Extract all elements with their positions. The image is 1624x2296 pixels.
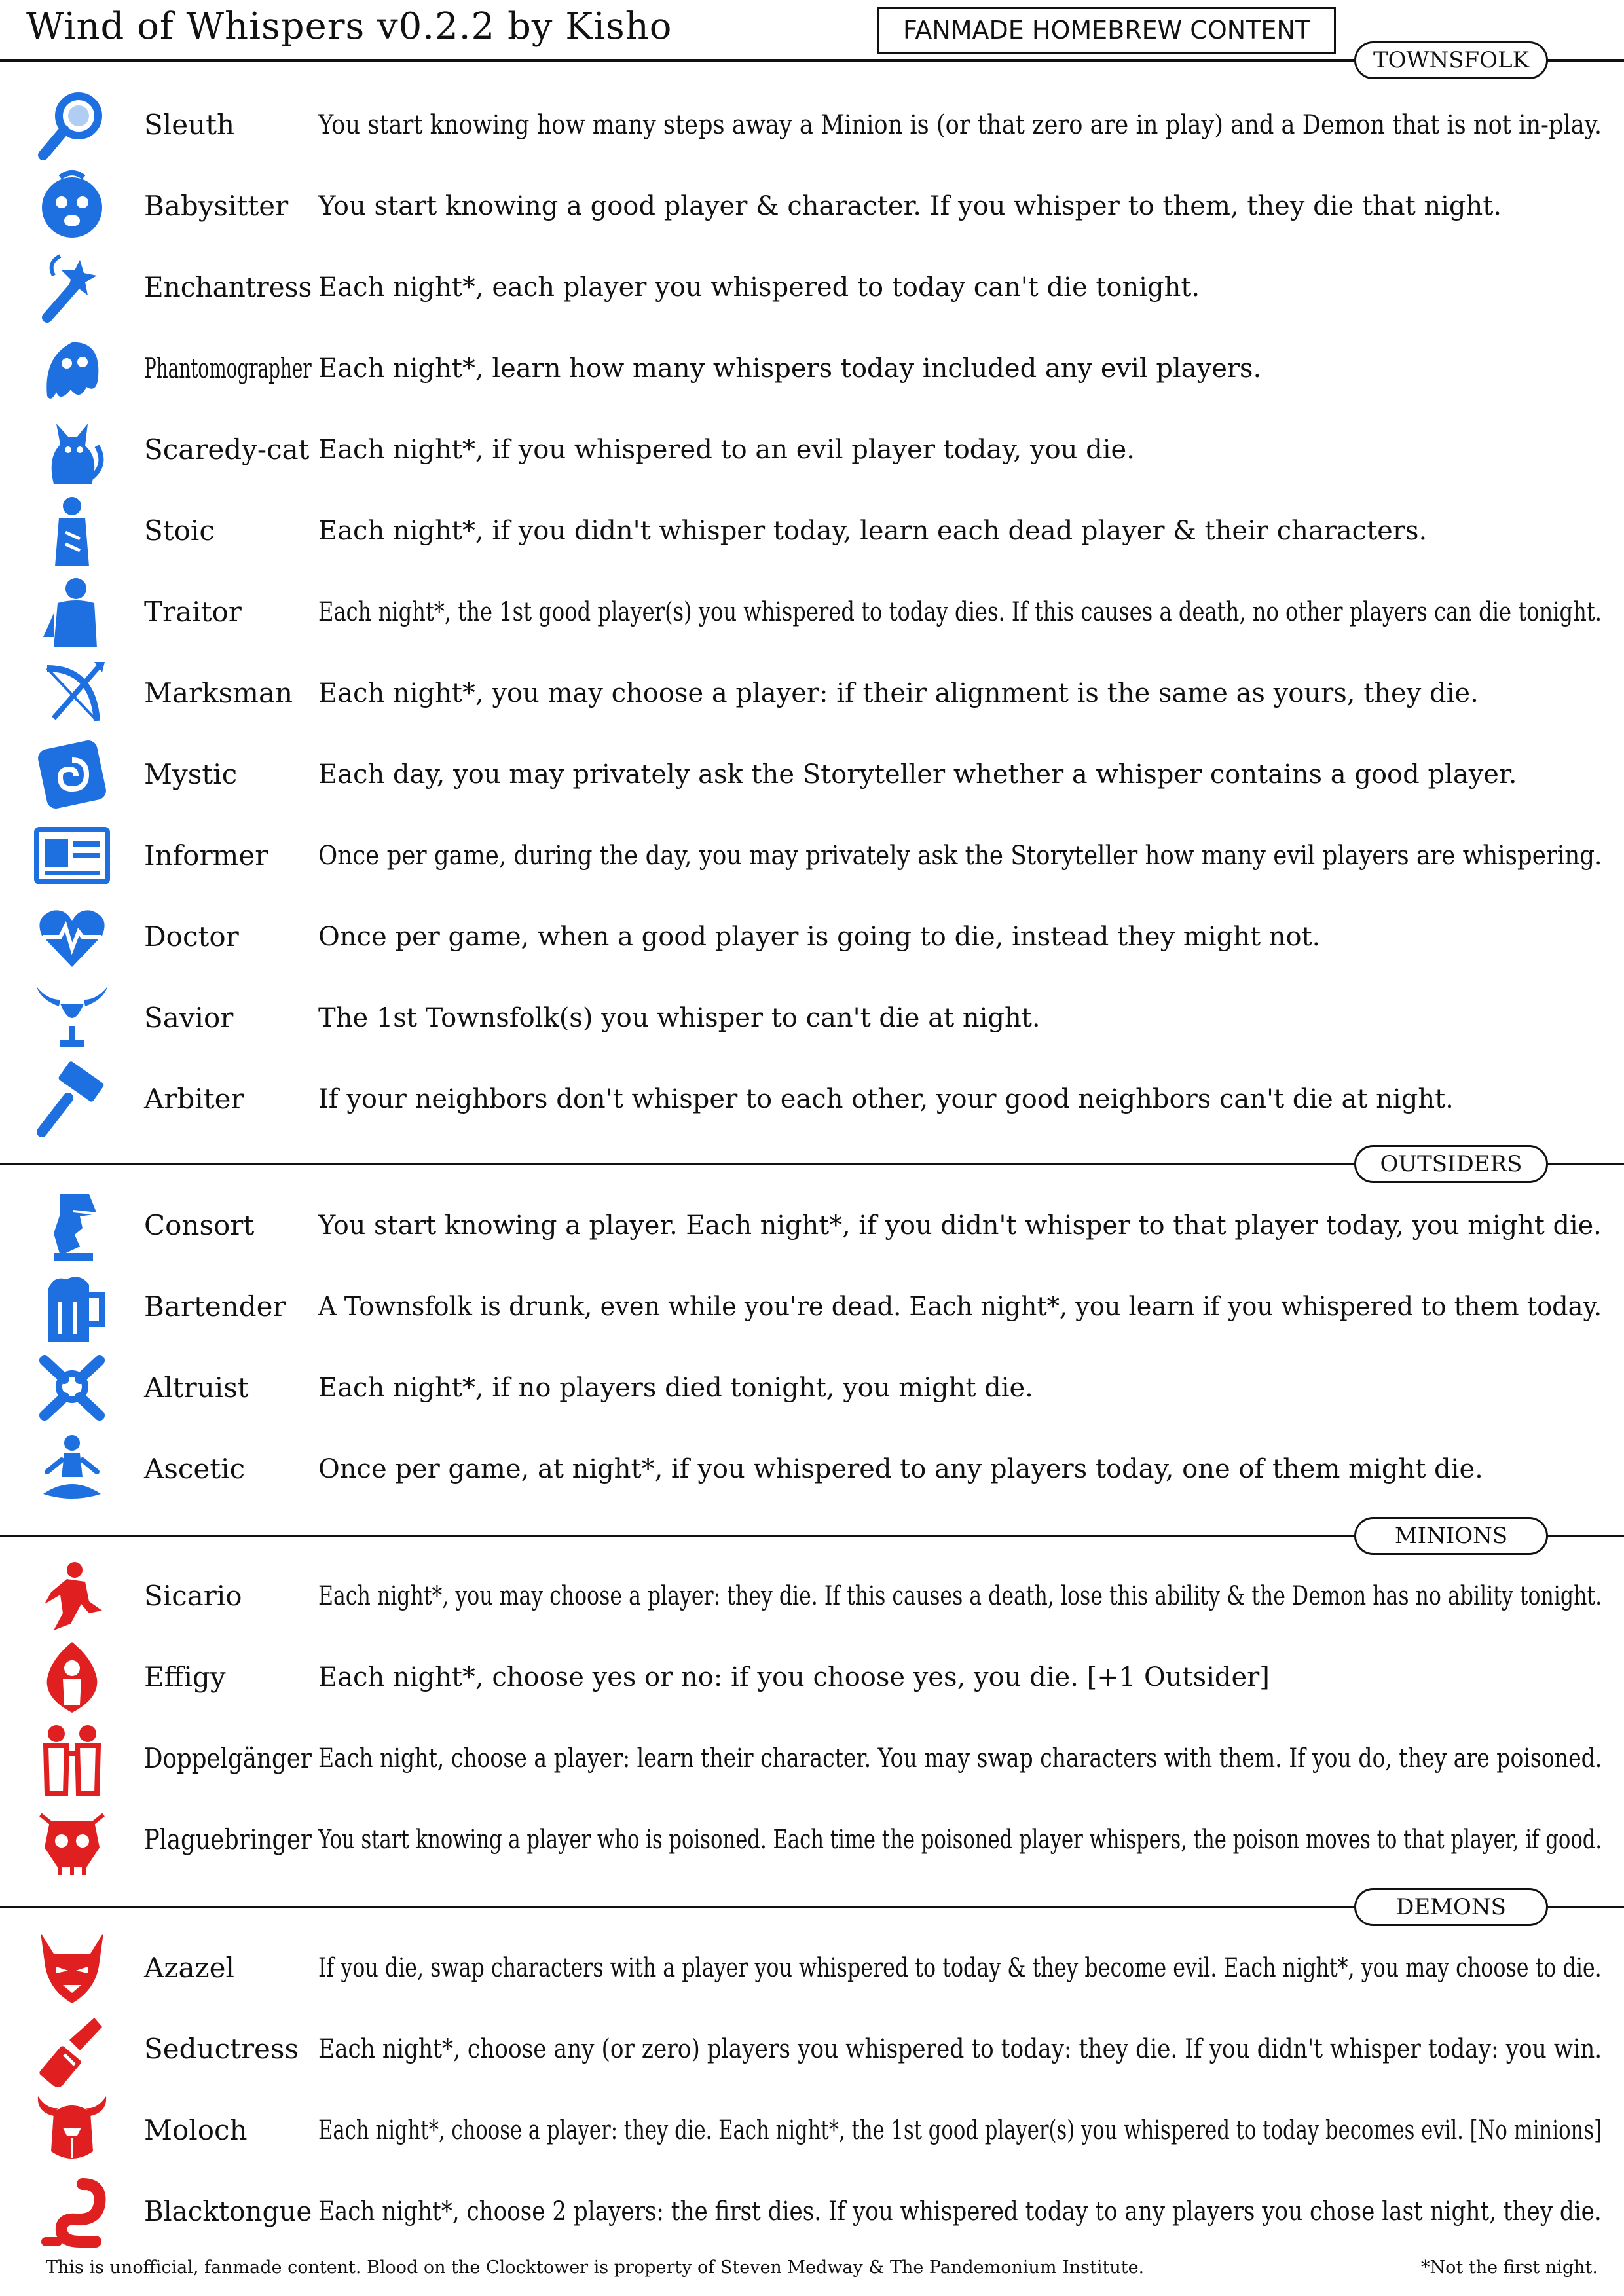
spiral-rune-icon (34, 737, 110, 812)
serpent-icon (34, 2174, 110, 2250)
role-name: Phantomographer (144, 352, 312, 384)
role-ability: Each night*, choose a player: they die. Each night*, the 1st good player(s) you whispered to today becomes evil. [No minions] (318, 2115, 1602, 2145)
role-ability: Each night*, if you didn't whisper today, learn each dead player & their characters. (318, 516, 1428, 546)
burning-figure-icon (34, 1639, 110, 1715)
role-name: Doppelgänger (144, 1742, 312, 1774)
role-ability: Each day, you may privately ask the Storyteller whether a whisper contains a good player. (318, 759, 1517, 790)
magic-wand-icon (34, 249, 110, 325)
role-name: Informer (144, 839, 268, 871)
role-name: Stoic (144, 515, 215, 547)
role-ability: Once per game, when a good player is going to die, instead they might not. (318, 922, 1321, 952)
role-row-marksman (0, 653, 1624, 734)
role-row-sleuth (0, 84, 1624, 166)
role-ability: You start knowing a player who is poisoned. Each time the poisoned player whispers, the poison moves to that player, if good. (318, 1825, 1602, 1855)
role-ability: Each night*, if you whispered to an evil player today, you die. (318, 435, 1135, 465)
role-row-informer (0, 815, 1624, 896)
role-ability: If you die, swap characters with a player you whispered to today & they become evil. Each night*, you may choose to die. (318, 1953, 1602, 1983)
role-ability: Each night*, choose any (or zero) players you whispered to today: they die. If you didn't whisper today: you win. (318, 2034, 1602, 2064)
role-name: Savior (144, 1002, 234, 1034)
meditating-figure-icon (34, 1431, 110, 1507)
assassin-icon (34, 1558, 110, 1634)
role-name: Traitor (144, 596, 242, 628)
role-ability: A Townsfolk is drunk, even while you're dead. Each night*, you learn if you whispered to them today. (318, 1292, 1602, 1322)
role-ability: Each night*, learn how many whispers today included any evil players. (318, 354, 1262, 384)
role-name: Plaguebringer (144, 1823, 312, 1855)
page-title: Wind of Whispers v0.2.2 by Kisho (26, 5, 673, 48)
role-name: Enchantress (144, 271, 312, 303)
role-row-sicario (0, 1556, 1624, 1637)
role-ability: Once per game, during the day, you may privately ask the Storyteller how many evil players are whispering. (318, 841, 1602, 871)
role-row-scaredy-cat (0, 409, 1624, 490)
role-row-seductress (0, 2009, 1624, 2090)
role-ability: You start knowing a player. Each night*, if you didn't whisper to that player today, you might die. (318, 1211, 1602, 1241)
magnifying-glass-icon (34, 87, 110, 163)
role-row-enchantress (0, 247, 1624, 328)
role-row-effigy (0, 1637, 1624, 1718)
section-label-demons: DEMONS (1354, 1888, 1548, 1926)
role-name: Ascetic (144, 1453, 246, 1485)
role-row-consort (0, 1185, 1624, 1266)
role-name: Altruist (144, 1372, 249, 1404)
figure-with-cape-icon (34, 574, 110, 650)
role-row-doctor (0, 896, 1624, 977)
demon-mask-icon (34, 1930, 110, 2006)
role-row-ascetic (0, 1429, 1624, 1510)
role-name: Azazel (144, 1952, 234, 1984)
role-ability: Each night*, if no players died tonight, you might die. (318, 1373, 1033, 1403)
queen-profile-icon (34, 1188, 110, 1264)
role-name: Marksman (144, 677, 293, 709)
role-row-altruist (0, 1347, 1624, 1429)
role-name: Blacktongue (144, 2195, 312, 2227)
role-name: Doctor (144, 920, 239, 953)
role-ability: Each night*, the 1st good player(s) you whispered to today dies. If this causes a death, no other players can die tonight. (318, 597, 1602, 627)
role-ability: Each night*, you may choose a player: if their alignment is the same as yours, they die. (318, 678, 1479, 708)
role-name: Sleuth (144, 109, 235, 141)
role-ability: Each night*, you may choose a player: they die. If this causes a death, lose this ability & the Demon has no ability tonight. (318, 1581, 1602, 1611)
id-card-icon (34, 818, 110, 894)
role-row-babysitter (0, 166, 1624, 247)
role-ability: Each night*, choose yes or no: if you choose yes, you die. [+1 Outsider] (318, 1662, 1270, 1692)
role-row-stoic (0, 490, 1624, 572)
role-ability: Each night*, choose 2 players: the first dies. If you whispered today to any players you chose last night, they die. (318, 2196, 1602, 2227)
beer-mug-icon (34, 1269, 110, 1345)
gavel-icon (34, 1061, 110, 1137)
role-row-blacktongue (0, 2171, 1624, 2252)
role-row-traitor (0, 572, 1624, 653)
horned-helmet-icon (34, 2092, 110, 2168)
role-name: Bartender (144, 1290, 286, 1322)
role-ability: Each night*, each player you whispered to today can't die tonight. (318, 272, 1200, 302)
role-name: Babysitter (144, 190, 289, 222)
role-ability: The 1st Townsfolk(s) you whisper to can't die at night. (318, 1003, 1041, 1033)
scared-cat-icon (34, 412, 110, 488)
role-name: Consort (144, 1209, 255, 1241)
footer-note: *Not the first night. (1421, 2257, 1598, 2278)
robed-figure-icon (34, 493, 110, 569)
section-label-outsiders: OUTSIDERS (1354, 1145, 1548, 1183)
role-ability: You start knowing a good player & character. If you whisper to them, they die that night. (318, 191, 1502, 221)
section-label-townsfolk: TOWNSFOLK (1354, 41, 1548, 79)
role-name: Sicario (144, 1580, 242, 1612)
role-row-doppelg-nger (0, 1718, 1624, 1799)
role-row-savior (0, 977, 1624, 1059)
role-row-mystic (0, 734, 1624, 815)
role-ability: Once per game, at night*, if you whispered to any players today, one of them might die. (318, 1454, 1483, 1484)
lipstick-icon (34, 2011, 110, 2087)
role-ability: If your neighbors don't whisper to each other, your good neighbors can't die at night. (318, 1084, 1454, 1114)
role-row-moloch (0, 2090, 1624, 2171)
role-name: Effigy (144, 1661, 226, 1693)
role-row-arbiter (0, 1059, 1624, 1140)
role-name: Scaredy-cat (144, 433, 310, 465)
role-row-bartender (0, 1266, 1624, 1347)
role-name: Seductress (144, 2033, 299, 2065)
plague-skull-icon (34, 1802, 110, 1878)
bow-arrow-icon (34, 655, 110, 731)
twin-figures-icon (34, 1721, 110, 1796)
footer-disclaimer: This is unofficial, fanmade content. Blood on the Clocktower is property of Steven Medway & The Pandemonium Institute. (46, 2257, 1145, 2278)
figure-x-icon (34, 1350, 110, 1426)
role-row-azazel (0, 1927, 1624, 2009)
role-row-plaguebringer (0, 1799, 1624, 1880)
role-ability: Each night, choose a player: learn their character. You may swap characters with them. If you do, they are poisoned. (318, 1743, 1602, 1774)
winged-chalice-icon (34, 980, 110, 1056)
baby-face-icon (34, 168, 110, 244)
heartbeat-icon (34, 899, 110, 975)
role-row-phantomographer (0, 328, 1624, 409)
role-ability: You start knowing how many steps away a Minion is (or that zero are in play) and a Demon that is not in-play. (318, 110, 1602, 140)
role-name: Arbiter (144, 1083, 244, 1115)
ghost-icon (34, 331, 110, 407)
role-name: Mystic (144, 758, 238, 790)
section-label-minions: MINIONS (1354, 1517, 1548, 1555)
homebrew-badge: FANMADE HOMEBREW CONTENT (877, 7, 1336, 54)
role-name: Moloch (144, 2114, 248, 2146)
